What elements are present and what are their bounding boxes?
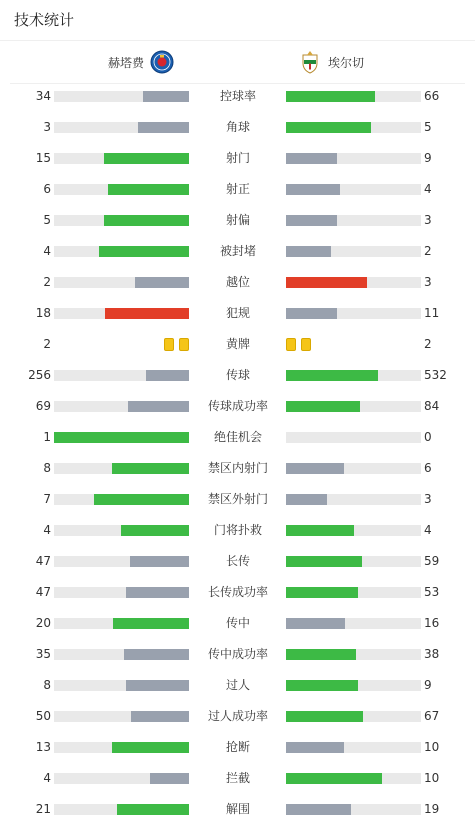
- away-bar-fill: [286, 184, 340, 195]
- away-bar-fill: [286, 153, 337, 164]
- home-value: 4: [43, 523, 51, 537]
- stat-row: [0, 515, 475, 546]
- home-value: 35: [35, 647, 51, 661]
- stat-row: [0, 112, 475, 143]
- away-value: 5: [424, 120, 432, 134]
- yellow-card-icon: [164, 338, 174, 351]
- home-bar-fill: [131, 711, 189, 722]
- away-bar-fill: [286, 618, 345, 629]
- away-bar-fill: [286, 804, 351, 815]
- away-value: 38: [424, 647, 440, 661]
- home-bar-track: [54, 370, 189, 381]
- stat-label: 抢断: [225, 740, 250, 754]
- away-bar-fill: [286, 773, 382, 784]
- stat-row: [0, 360, 475, 391]
- away-bar-track: [286, 494, 421, 505]
- home-value: 4: [43, 244, 51, 258]
- stat-row: [0, 453, 475, 484]
- away-value: 3: [424, 275, 432, 289]
- stat-row: [0, 608, 475, 639]
- away-bar-fill: [286, 680, 358, 691]
- stat-label: 长传成功率: [207, 585, 268, 599]
- away-yellow-cards: [286, 338, 311, 351]
- stat-row: [0, 391, 475, 422]
- stat-label: 禁区内射门: [207, 461, 268, 475]
- away-value: 16: [424, 616, 440, 630]
- home-value: 2: [43, 275, 51, 289]
- away-bar-track: [286, 215, 421, 226]
- away-bar-fill: [286, 711, 363, 722]
- home-value: 69: [35, 399, 51, 413]
- home-value: 21: [35, 802, 51, 816]
- yellow-card-icon: [286, 338, 296, 351]
- away-value: 9: [424, 151, 432, 165]
- home-bar-track: [54, 773, 189, 784]
- stat-label: 射正: [225, 182, 250, 196]
- stat-row: [0, 794, 475, 825]
- stat-label: 长传: [225, 554, 250, 568]
- stat-label: 黄牌: [225, 337, 250, 351]
- stat-label: 越位: [225, 275, 250, 289]
- home-value: 256: [28, 368, 51, 382]
- away-value: 2: [424, 244, 432, 258]
- home-value: 7: [43, 492, 51, 506]
- away-value: 66: [424, 89, 440, 103]
- away-value: 84: [424, 399, 440, 413]
- away-bar-track: [286, 432, 421, 443]
- away-bar-track: [286, 463, 421, 474]
- away-bar-fill: [286, 308, 337, 319]
- away-bar-track: [286, 804, 421, 815]
- away-bar-track: [286, 649, 421, 660]
- away-value: 2: [424, 337, 432, 351]
- away-value: 9: [424, 678, 432, 692]
- stat-row: [0, 236, 475, 267]
- stat-row: [0, 763, 475, 794]
- away-bar-track: [286, 556, 421, 567]
- away-bar-fill: [286, 525, 354, 536]
- home-bar-track: [54, 742, 189, 753]
- stat-row: [0, 670, 475, 701]
- stat-label: 门将扑救: [213, 523, 262, 537]
- stat-label: 过人: [225, 678, 250, 692]
- home-bar-track: [54, 680, 189, 691]
- away-value: 11: [424, 306, 440, 320]
- stat-label: 传球: [225, 368, 250, 382]
- stat-row: [0, 174, 475, 205]
- away-bar-fill: [286, 401, 360, 412]
- home-bar-track: [54, 649, 189, 660]
- stat-label: 犯规: [225, 306, 250, 320]
- away-value: 3: [424, 492, 432, 506]
- away-value: 53: [424, 585, 440, 599]
- home-value: 4: [43, 771, 51, 785]
- stat-row: [0, 422, 475, 453]
- home-bar-fill: [135, 277, 189, 288]
- away-bar-fill: [286, 556, 362, 567]
- home-bar-fill: [108, 184, 189, 195]
- home-bar-fill: [105, 308, 189, 319]
- away-bar-track: [286, 91, 421, 102]
- home-value: 5: [43, 213, 51, 227]
- away-bar-fill: [286, 122, 371, 133]
- away-bar-fill: [286, 742, 344, 753]
- away-bar-fill: [286, 587, 358, 598]
- away-bar-track: [286, 618, 421, 629]
- away-bar-fill: [286, 277, 367, 288]
- away-value: 19: [424, 802, 440, 816]
- home-value: 3: [43, 120, 51, 134]
- home-value: 20: [35, 616, 51, 630]
- getafe-crest-icon: [150, 50, 174, 74]
- home-team[interactable]: [108, 49, 180, 75]
- home-bar-fill: [54, 432, 189, 443]
- stat-label: 传中: [225, 616, 250, 630]
- away-team[interactable]: [292, 49, 364, 75]
- stat-label: 角球: [225, 120, 250, 134]
- home-bar-track: [54, 711, 189, 722]
- home-bar-track: [54, 587, 189, 598]
- home-bar-fill: [130, 556, 189, 567]
- home-value: 13: [35, 740, 51, 754]
- stat-row: [0, 701, 475, 732]
- home-bar-fill: [112, 742, 189, 753]
- home-value: 6: [43, 182, 51, 196]
- home-bar-fill: [94, 494, 189, 505]
- stat-row: [0, 577, 475, 608]
- away-team-name: 埃尔切: [328, 55, 365, 70]
- home-bar-fill: [112, 463, 189, 474]
- away-bar-track: [286, 308, 421, 319]
- home-value: 2: [43, 337, 51, 351]
- stat-label: 绝佳机会: [213, 430, 262, 444]
- home-value: 47: [35, 585, 51, 599]
- stat-label: 传中成功率: [207, 647, 268, 661]
- away-bar-fill: [286, 215, 337, 226]
- stat-row: [0, 732, 475, 763]
- home-bar-track: [54, 804, 189, 815]
- stat-label: 传球成功率: [207, 399, 268, 413]
- home-bar-track: [54, 246, 189, 257]
- home-value: 34: [35, 89, 51, 103]
- stat-label: 过人成功率: [207, 709, 268, 723]
- away-value: 6: [424, 461, 432, 475]
- away-bar-fill: [286, 494, 327, 505]
- away-bar-track: [286, 153, 421, 164]
- home-bar-fill: [121, 525, 189, 536]
- home-bar-fill: [126, 587, 189, 598]
- away-bar-fill: [286, 370, 378, 381]
- home-bar-track: [54, 432, 189, 443]
- stat-label: 解围: [225, 802, 250, 816]
- stat-label: 射门: [225, 151, 250, 165]
- away-bar-track: [286, 277, 421, 288]
- home-bar-fill: [104, 215, 189, 226]
- stat-row: [0, 639, 475, 670]
- home-value: 15: [35, 151, 51, 165]
- away-bar-track: [286, 370, 421, 381]
- away-value: 10: [424, 740, 440, 754]
- home-bar-track: [54, 401, 189, 412]
- home-bar-fill: [104, 153, 189, 164]
- home-value: 1: [43, 430, 51, 444]
- home-bar-track: [54, 525, 189, 536]
- home-bar-track: [54, 91, 189, 102]
- away-bar-track: [286, 680, 421, 691]
- stat-label: 被封堵: [219, 244, 256, 258]
- home-bar-track: [54, 494, 189, 505]
- stat-row: [0, 484, 475, 515]
- home-bar-fill: [113, 618, 189, 629]
- home-bar-fill: [143, 91, 189, 102]
- home-bar-track: [54, 308, 189, 319]
- home-bar-track: [54, 153, 189, 164]
- home-bar-fill: [128, 401, 189, 412]
- stat-row: [0, 205, 475, 236]
- home-bar-fill: [126, 680, 189, 691]
- away-bar-track: [286, 122, 421, 133]
- away-bar-track: [286, 184, 421, 195]
- home-value: 18: [35, 306, 51, 320]
- home-bar-fill: [138, 122, 189, 133]
- home-bar-track: [54, 122, 189, 133]
- away-value: 67: [424, 709, 440, 723]
- home-bar-track: [54, 277, 189, 288]
- away-bar-fill: [286, 91, 375, 102]
- home-value: 8: [43, 461, 51, 475]
- stat-row: [0, 546, 475, 577]
- home-bar-track: [54, 463, 189, 474]
- page-title: 技术统计: [0, 0, 475, 41]
- home-bar-fill: [124, 649, 189, 660]
- stat-label: 拦截: [225, 771, 250, 785]
- away-bar-track: [286, 742, 421, 753]
- away-bar-fill: [286, 246, 331, 257]
- elche-crest-icon: [298, 50, 322, 74]
- stat-row: [0, 143, 475, 174]
- home-bar-fill: [146, 370, 189, 381]
- away-bar-track: [286, 773, 421, 784]
- away-value: 532: [424, 368, 447, 382]
- stat-row: [0, 298, 475, 329]
- yellow-card-icon: [179, 338, 189, 351]
- away-value: 4: [424, 182, 432, 196]
- home-team-name: 赫塔费: [107, 55, 144, 70]
- away-bar-fill: [286, 649, 356, 660]
- stat-label: 禁区外射门: [207, 492, 268, 506]
- home-bar-track: [54, 184, 189, 195]
- away-bar-track: [286, 246, 421, 257]
- home-bar-track: [54, 618, 189, 629]
- away-bar-track: [286, 401, 421, 412]
- away-value: 10: [424, 771, 440, 785]
- yellow-card-icon: [301, 338, 311, 351]
- home-value: 50: [35, 709, 51, 723]
- home-value: 47: [35, 554, 51, 568]
- home-bar-track: [54, 556, 189, 567]
- home-bar-fill: [117, 804, 189, 815]
- away-value: 59: [424, 554, 440, 568]
- away-value: 0: [424, 430, 432, 444]
- home-value: 8: [43, 678, 51, 692]
- home-bar-fill: [150, 773, 189, 784]
- teams-header: [10, 41, 465, 84]
- stat-row: [0, 267, 475, 298]
- away-value: 3: [424, 213, 432, 227]
- home-bar-track: [54, 215, 189, 226]
- stat-label: 射偏: [225, 213, 250, 227]
- away-value: 4: [424, 523, 432, 537]
- stat-row: [0, 81, 475, 112]
- stat-label: 控球率: [219, 89, 256, 103]
- home-yellow-cards: [164, 338, 189, 351]
- away-bar-fill: [286, 463, 344, 474]
- away-bar-track: [286, 711, 421, 722]
- away-bar-track: [286, 587, 421, 598]
- away-bar-track: [286, 525, 421, 536]
- home-bar-fill: [99, 246, 189, 257]
- stat-row: [0, 329, 475, 360]
